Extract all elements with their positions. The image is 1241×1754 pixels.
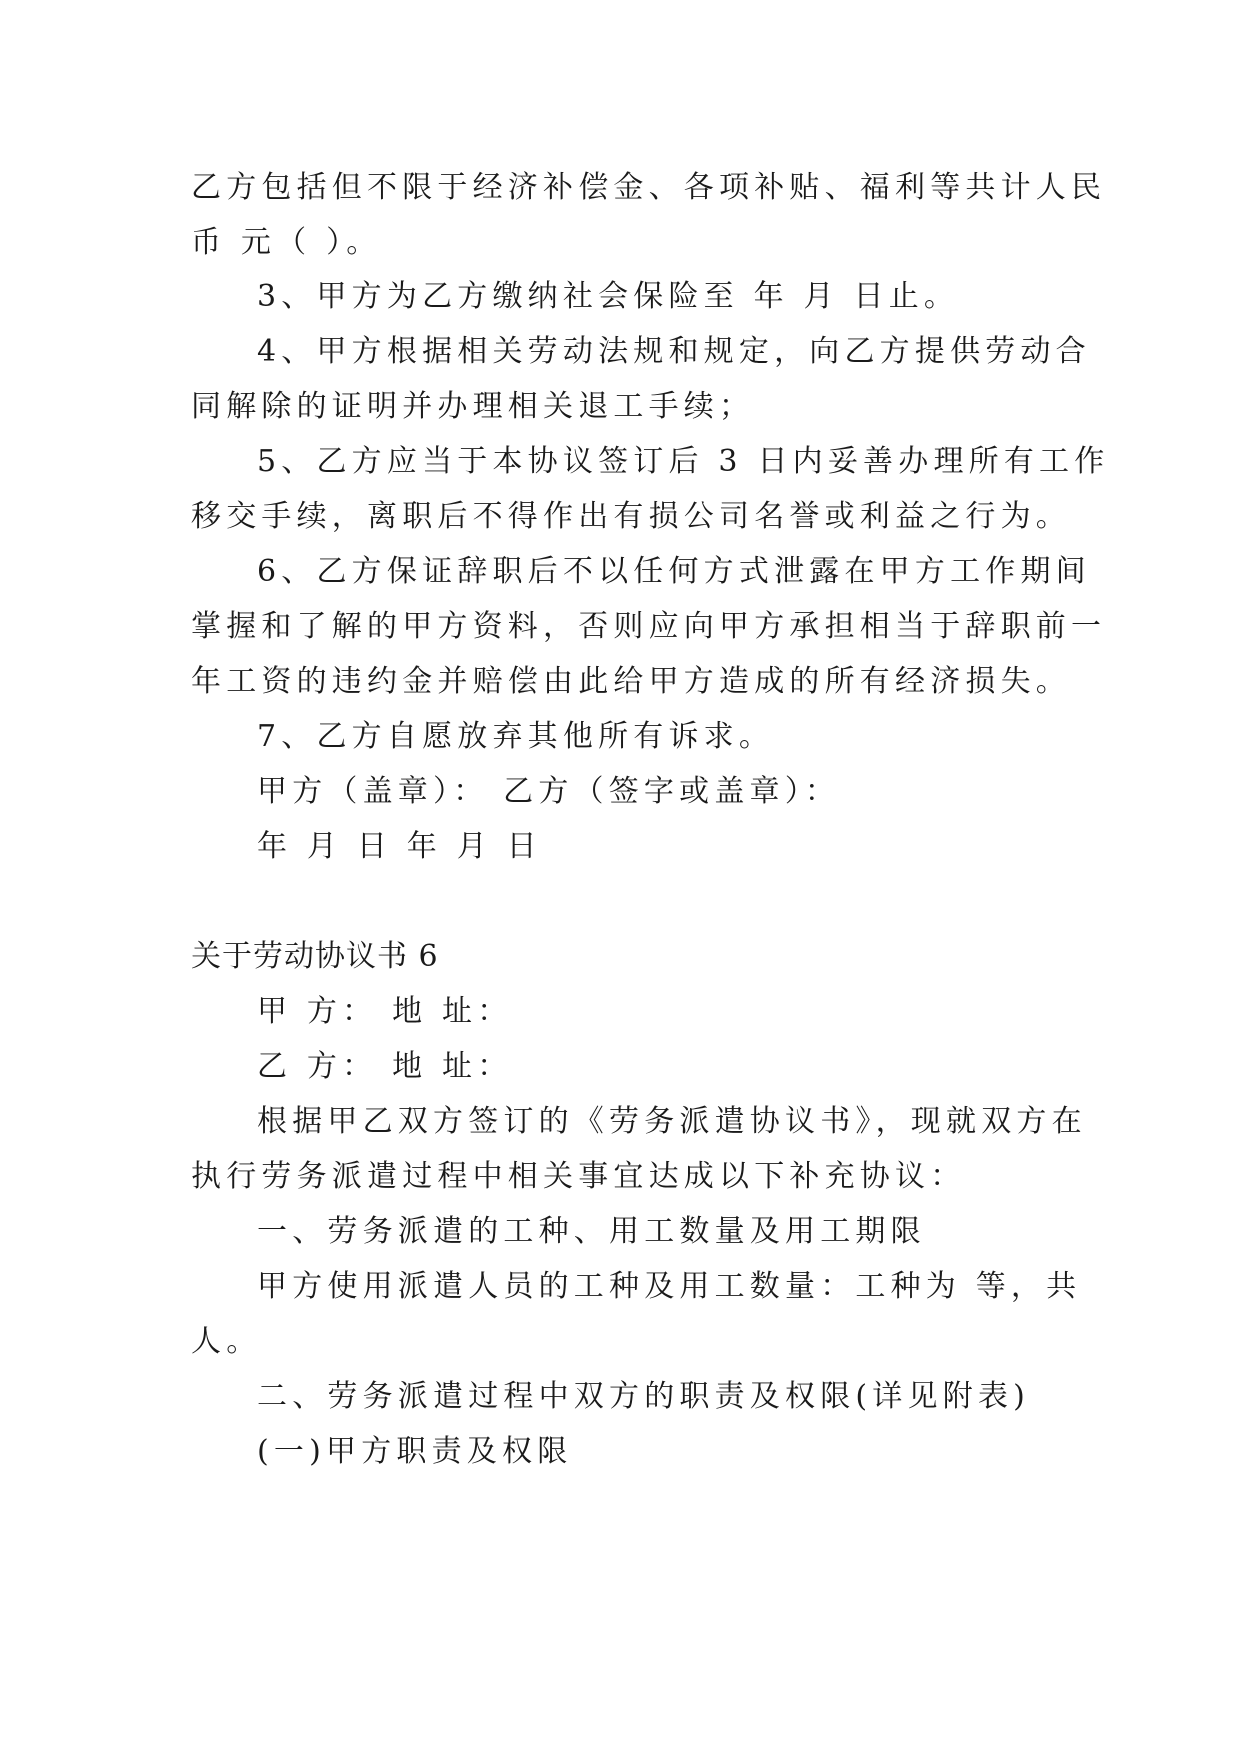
subheading-line: (一)甲方职责及权限 [257,1434,573,1469]
paragraph-line: 执行劳务派遣过程中相关事宜达成以下补充协议： [191,1159,966,1194]
paragraph-line: 甲方使用派遣人员的工种及用工数量：工种为 等，共 [257,1269,1082,1304]
signature-line: 甲方（盖章）： 乙方（签字或盖章）： [257,774,841,809]
party-b-line: 乙 方： 地 址： [257,1049,513,1084]
paragraph-line: 掌握和了解的甲方资料，否则应向甲方承担相当于辞职前一 [191,609,1107,644]
paragraph-line: 根据甲乙双方签订的《劳务派遣协议书》，现就双方在 [257,1104,1087,1139]
paragraph-line: 乙方包括但不限于经济补偿金、各项补贴、福利等共计人民 [191,170,1107,205]
paragraph-line: 7、乙方自愿放弃其他所有诉求。 [257,719,775,754]
date-line: 年 月 日 年 月 日 [257,829,542,864]
paragraph-line: 人。 [191,1324,262,1359]
paragraph-line: 同解除的证明并办理相关退工手续； [191,389,755,424]
paragraph-line: 5、乙方应当于本协议签订后 3 日内妥善办理所有工作 [257,444,1110,479]
paragraph-line: 币 元（ ）。 [191,225,382,260]
paragraph-line: 年工资的违约金并赔偿由此给甲方造成的所有经济损失。 [191,664,1071,699]
paragraph-line: 3、甲方为乙方缴纳社会保险至 年 月 日止。 [257,279,960,314]
party-a-line: 甲 方： 地 址： [257,994,513,1029]
heading-line: 一、劳务派遣的工种、用工数量及用工期限 [257,1214,926,1249]
paragraph-line: 4、甲方根据相关劳动法规和规定，向乙方提供劳动合 [257,334,1091,369]
heading-line: 二、劳务派遣过程中双方的职责及权限(详见附表) [257,1379,1031,1414]
paragraph-line: 6、乙方保证辞职后不以任何方式泄露在甲方工作期间 [257,554,1091,589]
paragraph-line: 移交手续，离职后不得作出有损公司名誉或利益之行为。 [191,499,1071,534]
section-title: 关于劳动协议书 6 [191,939,439,974]
